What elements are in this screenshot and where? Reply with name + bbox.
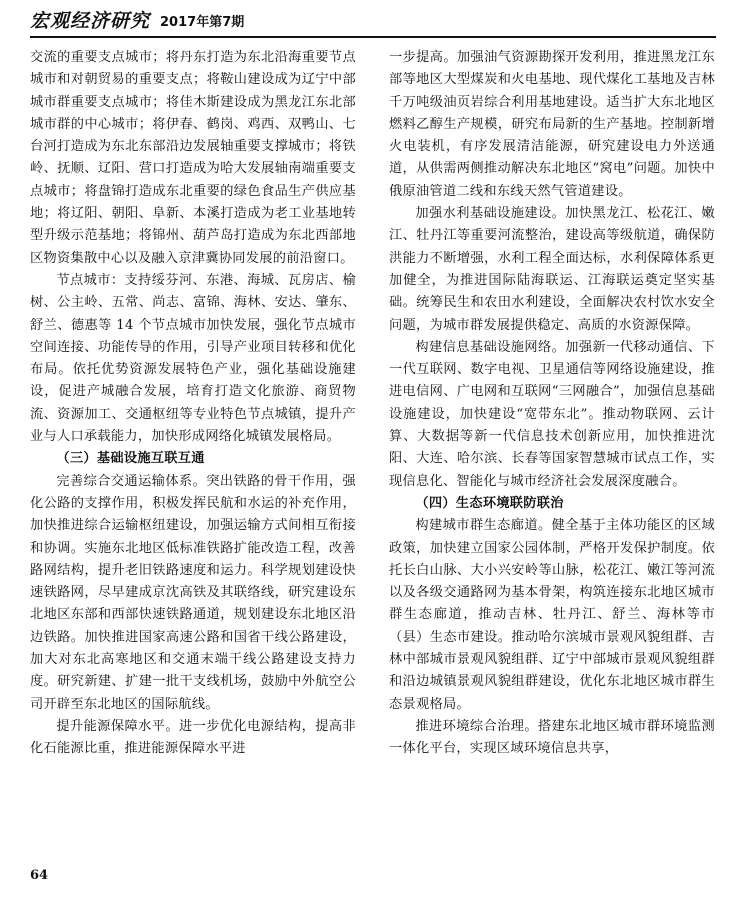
paragraph: 节点城市：支持绥芬河、东港、海城、瓦房店、榆树、公主岭、五常、尚志、富锦、海林、安达、肇东、舒兰、德惠等 14 个节点城市加快发展，强化节点城市空间连接、功能传导的作用，引导产业项目转移和优化布局。依托优势资源发展特色产业，强化基础设施建设，促进产城融合发展，培育打造文化旅游、商贸物流、资源加工、交通枢纽等专业特色节点城镇，提升产业与人口承载能力，加快形成网络化城镇发展格局。 xyxy=(30,272,356,445)
paragraph: 提升能源保障水平。进一步优化电源结构，提高非化石能源比重，推进能源保障水平进 xyxy=(30,718,356,757)
section-heading: （四）生态环境联防联治 xyxy=(415,495,564,511)
page-number: 64 xyxy=(30,868,49,883)
paragraph: 完善综合交通运输体系。突出铁路的骨干作用，强化公路的支撑作用，积极发挥民航和水运的补充作用，加快推进综合运输枢纽建设，加强运输方式间相互衔接和协调。实施东北地区低标准铁路扩能改造工程，改善路网结构，提升老旧铁路速度和运力。科学规划建设快速铁路网，尽早建成京沈高铁及其联络线，研究建设东北地区东部和西部快速铁路通道，规划建设东北地区沿边铁路。加快推进国家高速公路和国省干线公路建设，加大对东北高寒地区和交通末端干线公路建设支持力度。研究新建、扩建一批干支线机场，鼓励中外航空公司开辟至东北地区的国际航线。 xyxy=(30,473,356,712)
right-column xyxy=(389,47,715,761)
issue-label: 2017年第7期 xyxy=(160,15,245,30)
paragraph: 构建城市群生态廊道。健全基于主体功能区的区域政策，加快建立国家公园体制，严格开发保护制度。依托长白山脉、大小兴安岭等山脉，松花江、嫩江等河流以及各级交通路网为基本骨架，构筑连接东北地区城市群生态廊道，推动吉林、牡丹江、舒兰、海林等市（县）生态市建设。推动哈尔滨城市景观风貌组群、吉林中部城市景观风貌组群、辽宁中部城市景观风貌组群和沿边城镇景观风貌组群建设，优化东北地区城市群生态景观格局。 xyxy=(389,518,715,712)
running-header xyxy=(30,4,720,34)
section-heading: （三）基础设施互联互通 xyxy=(56,451,205,467)
left-column xyxy=(30,47,356,761)
paragraph: 加强水利基础设施建设。加快黑龙江、松花江、嫩江、牡丹江等重要河流整治，建设高等级航道，确保防洪能力不断增强，水利工程全面达标，水利保障体系更加健全，为推进国际陆海联运、江海联运奠定坚实基础。统筹民生和农田水利建设，全面解决农村饮水安全问题，为城市群发展提供稳定、高质的水资源保障。 xyxy=(389,206,715,333)
journal-title: 宏观经济研究 xyxy=(30,10,151,32)
paragraph: 一步提高。加强油气资源勘探开发利用，推进黑龙江东部等地区大型煤炭和火电基地、现代煤化工基地及吉林千万吨级油页岩综合利用基地建设。适当扩大东北地区燃料乙醇生产规模，研究布局新的生产基地。控制新增火电装机，有序发展清洁能源，研究建设电力外送通道，从供需两侧推动解决东北地区“窝电”问题。加快中俄原油管道二线和东线天然气管道建设。 xyxy=(389,50,715,199)
paragraph: 交流的重要支点城市；将丹东打造为东北沿海重要节点城市和对朝贸易的重要支点；将鞍山建设成为辽宁中部城市群重要支点城市；将佳木斯建设成为黑龙江东北部城市群的中心城市；将伊春、鹤岗、鸡西、双鸭山、七台河打造成为东北东部沿边发展轴重要支撑城市；将铁岭、抚顺、辽阳、营口打造成为哈大发展轴南端重要支点城市；将盘锦打造成东北重要的绿色食品生产供应基地；将辽阳、朝阳、阜新、本溪打造成为老工业基地转型升级示范基地；将锦州、葫芦岛打造成为东北西部地区物资集散中心以及融入京津冀协同发展的前沿窗口。 xyxy=(30,50,356,266)
header-rule xyxy=(30,36,716,38)
paragraph: 推进环境综合治理。搭建东北地区城市群环境监测一体化平台，实现区域环境信息共享， xyxy=(389,718,715,757)
paragraph: 构建信息基础设施网络。加强新一代移动通信、下一代互联网、数字电视、卫星通信等网络设施建设，推进电信网、广电网和互联网“三网融合”，加强信息基础设施建设，加快建设“宽带东北”。推动物联网、云计算、大数据等新一代信息技术创新应用，加快推进沈阳、大连、哈尔滨、长春等国家智慧城市试点工作，实现信息化、智能化与城市经济社会发展深度融合。 xyxy=(389,339,715,489)
